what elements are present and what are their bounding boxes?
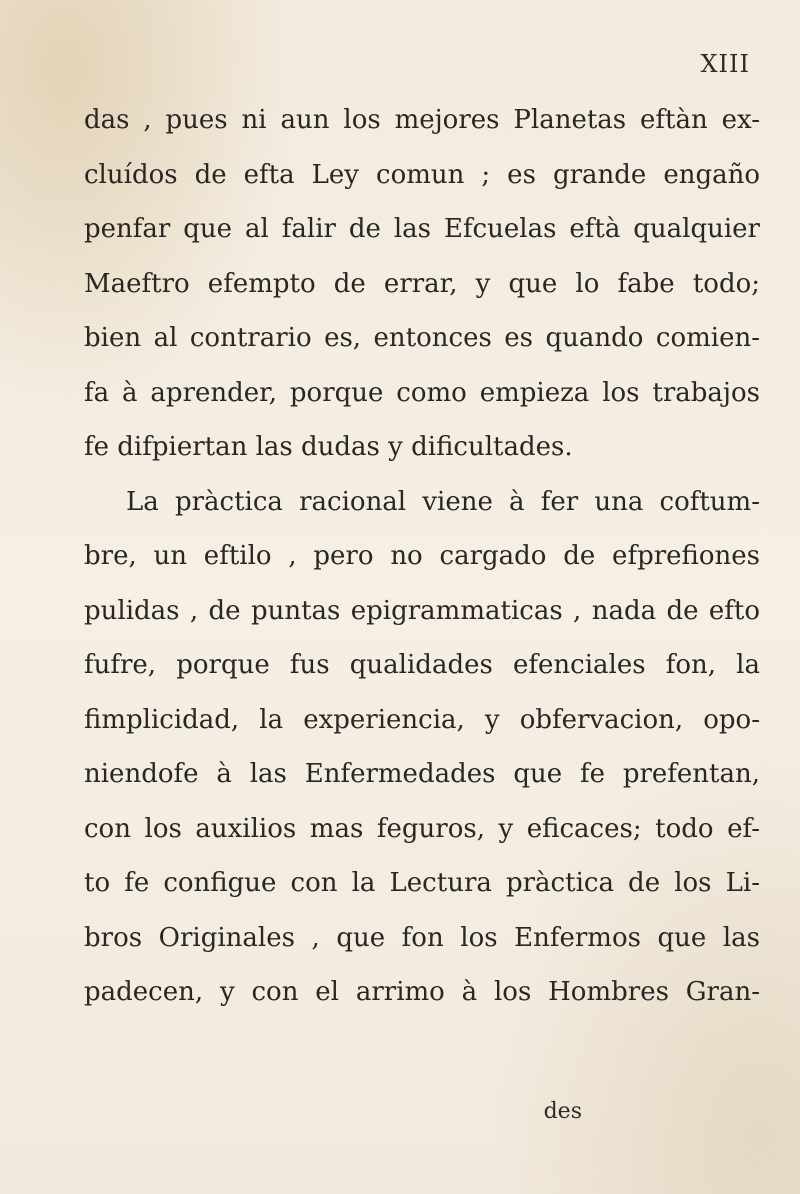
text-line: das , pues ni aun los mejores Planetas eftàn ex- [84, 105, 760, 135]
text-line: bros Originales , que fon los Enfermos que las [84, 922, 760, 953]
text-line: padecen, y con el arrimo à los Hombres Gran- [84, 977, 760, 1007]
text-line: cluídos de efta Ley comun ; es grande engaño [84, 159, 760, 190]
body-text [84, 93, 760, 1020]
text-line: fa à aprender, porque como empieza los trabajos [84, 377, 760, 408]
text-line: to fe configue con la Lectura pràctica de los Li- [84, 868, 760, 898]
text-line: bre, un eftilo , pero no cargado de efprefiones [84, 541, 760, 571]
text-line: pulidas , de puntas epigrammaticas , nada de efto [84, 595, 760, 626]
text-line: bien al contrario es, entonces es quando comien- [84, 323, 760, 353]
page-number: XIII [700, 50, 750, 78]
paragraph-start-line: La pràctica racional viene à fer una coftum- [126, 486, 760, 517]
text-line: penfar que al falir de las Efcuelas eftà qualquier [84, 214, 760, 244]
text-line: fe difpiertan las dudas y dificultades. [84, 432, 573, 462]
text-line: niendofe à las Enfermedades que fe prefentan, [84, 759, 760, 789]
text-line: Maeftro efempto de errar, y que lo fabe todo; [84, 268, 760, 299]
catchword: des [543, 1099, 582, 1124]
text-line: fimplicidad, la experiencia, y obfervacion, opo- [84, 704, 760, 735]
text-line: fufre, porque fus qualidades efenciales fon, la [84, 650, 760, 680]
text-line: con los auxilios mas feguros, y eficaces; todo ef- [84, 813, 760, 844]
